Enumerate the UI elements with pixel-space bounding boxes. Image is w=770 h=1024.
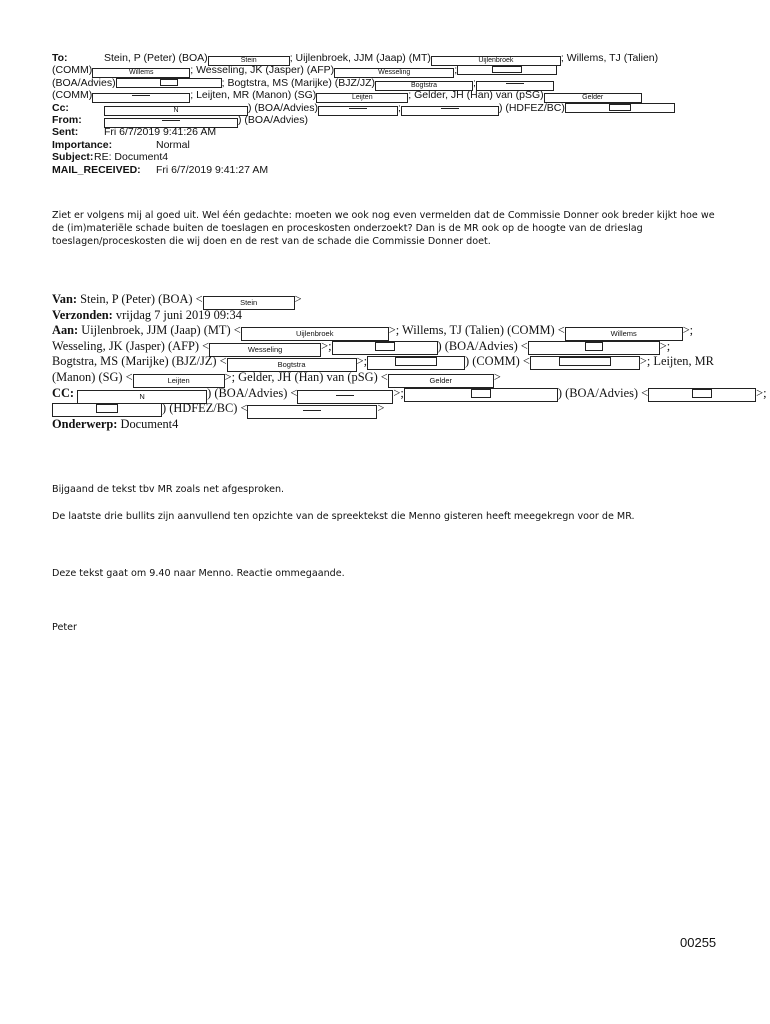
aan-recipient: ) (BOA/Advies) < [437, 338, 528, 353]
importance-label: Importance: [52, 138, 113, 151]
recipient-dept: (COMM) [52, 89, 93, 102]
recipient-dept: (COMM) [52, 64, 93, 77]
cc-recipient: ) (BOA/Advies) [248, 101, 319, 114]
cc-recipient: ) (HDFEZ/BC) [498, 101, 565, 114]
redaction-box [104, 118, 238, 128]
subject-row [52, 151, 692, 163]
cc-label: CC: [52, 385, 75, 400]
redaction-inner [492, 66, 522, 73]
redaction-inner [162, 120, 180, 121]
cc-row-1: CC: N ) (BOA/Advies) < >; ) (BOA/Advies) < >; [52, 386, 722, 402]
subject-label: Subject: [52, 151, 94, 164]
redaction-box: Willems [565, 327, 683, 341]
aan-label: Aan: [52, 323, 79, 338]
redaction-inner [303, 410, 321, 411]
redaction-box [528, 341, 660, 355]
paragraph-3: Deze tekst gaat om 9.40 naar Menno. Reactie ommegaande. [52, 568, 345, 579]
redaction-box: N [77, 390, 207, 404]
received-value: Fri 6/7/2019 9:41:27 AM [156, 163, 269, 176]
aan-row-1: Aan: Uijlenbroek, JJM (Jaap) (MT) < Uijlenbroek >; Willems, TJ (Talien) (COMM) < Willems >; [52, 323, 722, 339]
redaction-box [247, 405, 377, 419]
redaction-box: Leijten [316, 93, 408, 103]
to-row-3: (BOA/Advies) ; Bogtstra, MS (Marijke) (BJZ/JZ) Bogtstra ; [52, 77, 692, 89]
onderwerp-row [52, 417, 722, 433]
redaction-box [116, 78, 222, 88]
recipient-leijten: ; Leijten, MR (Manon) (SG) [190, 89, 317, 102]
redaction-box: Gelder [544, 93, 642, 103]
redaction-inner [559, 357, 611, 366]
redaction-inner [609, 104, 631, 111]
recipient-wesseling: ; Wesseling, JK (Jasper) (AFP) [190, 64, 335, 77]
importance-value: Normal [156, 138, 190, 151]
aan-recipient: ) (COMM) < [465, 354, 530, 369]
recipient-bogtstra: ; Bogtstra, MS (Marijke) (BJZ/JZ) [221, 76, 376, 89]
sent-value: Fri 6/7/2019 9:41:26 AM [104, 126, 217, 139]
recipient-stein: Stein, P (Peter) (BOA) [104, 52, 208, 64]
sent-row [52, 126, 692, 138]
redaction-inner [132, 95, 150, 96]
aan-recipient: (Manon) (SG) < [52, 369, 133, 384]
aan-recipient: ; Leijten, MR [646, 354, 714, 369]
redaction-box: Leijten [133, 374, 225, 388]
redaction-box: Stein [203, 296, 295, 310]
redaction-box [318, 106, 398, 116]
to-row-4 [52, 89, 692, 101]
recipient-gelder: ; Gelder, JH (Han) van (pSG) [408, 89, 544, 102]
redaction-inner [471, 389, 491, 398]
onderwerp-value: Document4 [120, 416, 179, 431]
subject-value: RE: Document4 [94, 151, 169, 164]
redaction-box [404, 388, 558, 402]
aan-row-2: Wesseling, JK (Jasper) (AFP) < Wesseling >; ) (BOA/Advies) < >; [52, 339, 722, 355]
aan-recipient: >; Gelder, JH (Han) van (pSG) < [224, 369, 388, 384]
aan-recipient: Wesseling, JK (Jasper) (AFP) < [52, 338, 210, 353]
cc-row-2: ) (HDFEZ/BC) < > [52, 401, 722, 417]
redaction-inner [160, 79, 178, 86]
from-value: ) (BOA/Advies) [238, 113, 309, 126]
reply-body: Ziet er volgens mij al goed uit. Wel één gedachte: moeten we ook nog even vermelden dat de Commissie Donner ook breder kijkt hoe we de (im)materiële schade buiten de toeslagen en proceskosten onderzoekt? Dan is de MR ook op de hoogte van de drieslag toeslagen/proceskosten die wij doen en de rest van de schade die Commissie Donner doet. [52, 210, 715, 248]
redaction-box [648, 388, 756, 402]
cc-recipient: ) (HDFEZ/BC) < [162, 401, 248, 416]
redaction-box [457, 65, 557, 75]
redaction-box [401, 106, 499, 116]
aan-row-4: (Manon) (SG) < Leijten >; Gelder, JH (Han) van (pSG) < Gelder > [52, 370, 722, 386]
redaction-inner [336, 395, 354, 396]
aan-recipient: Bogtstra, MS (Marijke) (BJZ/JZ) < [52, 354, 227, 369]
aan-recipient: Uijlenbroek, JJM (Jaap) (MT) < [81, 323, 241, 338]
redaction-inner [395, 357, 437, 366]
paragraph-2: De laatste drie bullits zijn aanvullend ten opzichte van de spreektekst die Menno gisteren heeft meegekregn voor de MR. [52, 511, 635, 522]
redaction-box: Uijlenbroek [431, 56, 561, 66]
recipient-dept: (BOA/Advies) [52, 76, 116, 89]
redaction-box [476, 81, 554, 91]
verzonden-row [52, 308, 722, 324]
email-header [52, 52, 692, 176]
redaction-inner [441, 108, 459, 109]
redaction-box: Wesseling [209, 343, 321, 357]
signature: Peter [52, 622, 77, 633]
redaction-inner [506, 83, 524, 84]
van-row: Van: Stein, P (Peter) (BOA) < Stein > [52, 292, 722, 308]
van-label: Van: [52, 292, 78, 306]
forwarded-header [52, 292, 767, 432]
redaction-box: Bogtstra [375, 81, 473, 91]
verzonden-value: vrijdag 7 juni 2019 09:34 [115, 307, 242, 322]
recipient-uijlenbroek: ; Uijlenbroek, JJM (Jaap) (MT) [289, 52, 431, 64]
redaction-box [52, 403, 162, 417]
redaction-box: Stein [208, 56, 290, 66]
redaction-box: Wesseling [334, 68, 454, 78]
cc-row: Cc: N ) (BOA/Advies) ; ) (HDFEZ/BC) [52, 102, 692, 114]
redaction-inner [585, 342, 603, 351]
redaction-inner [692, 389, 712, 398]
to-label: To: [52, 52, 68, 64]
recipient-willems: ; Willems, TJ (Talien) [560, 52, 659, 64]
redaction-inner [349, 108, 367, 109]
cc-recipient: ) (BOA/Advies) < [207, 385, 298, 400]
redaction-box: Uijlenbroek [241, 327, 389, 341]
van-value: Stein, P (Peter) (BOA) < [80, 292, 203, 306]
aan-recipient: >; Willems, TJ (Talien) (COMM) < [388, 323, 565, 338]
from-label: From: [52, 113, 82, 126]
redaction-box [530, 356, 640, 370]
received-label: MAIL_RECEIVED: [52, 163, 141, 176]
paragraph-1: Bijgaand de tekst tbv MR zoals net afgesproken. [52, 484, 285, 495]
to-row-1 [52, 52, 692, 64]
redaction-inner [375, 342, 395, 351]
redaction-inner [96, 404, 118, 413]
redaction-box [367, 356, 465, 370]
redaction-box [565, 103, 675, 113]
redaction-box [92, 93, 190, 103]
received-row [52, 164, 692, 176]
redaction-box [332, 341, 438, 355]
redaction-box: N [104, 106, 248, 116]
importance-row [52, 139, 692, 151]
aan-row-3: Bogtstra, MS (Marijke) (BJZ/JZ) < Bogtstra >; ) (COMM) < >; Leijten, MR [52, 354, 722, 370]
redaction-box: Willems [92, 68, 190, 78]
redaction-box: Bogtstra [227, 358, 357, 372]
page-number: 00255 [680, 935, 717, 950]
verzonden-label: Verzonden: [52, 307, 113, 322]
from-row [52, 114, 692, 126]
sent-label: Sent: [52, 126, 79, 139]
to-row-2: (COMM) Willems ; Wesseling, JK (Jasper) (AFP) Wesseling ; [52, 64, 692, 76]
redaction-box: Gelder [388, 374, 494, 388]
cc-label: Cc: [52, 101, 69, 114]
onderwerp-label: Onderwerp: [52, 416, 118, 431]
